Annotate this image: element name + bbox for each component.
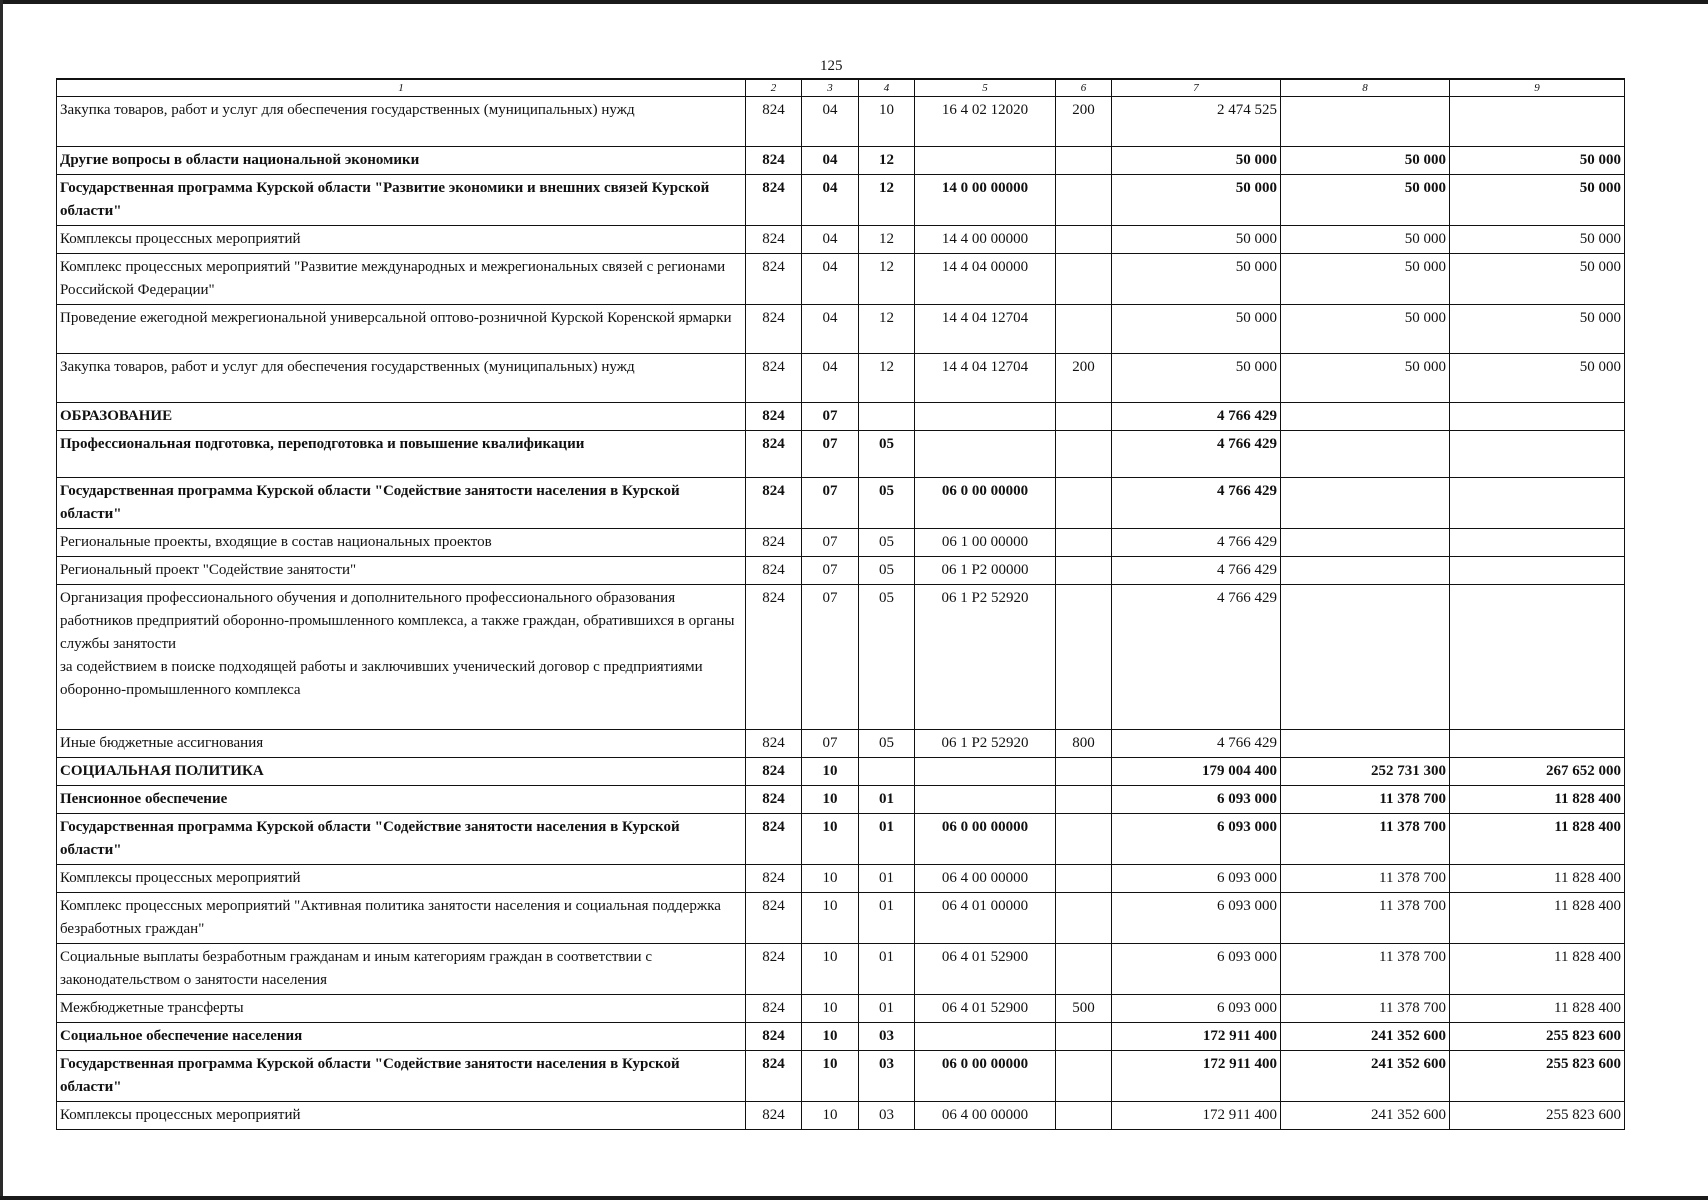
section-code-cell: 07 xyxy=(802,478,859,529)
target-article-cell: 06 0 00 00000 xyxy=(915,478,1056,529)
expense-type-cell xyxy=(1056,814,1112,865)
target-article-cell xyxy=(915,403,1056,431)
amount-year1-cell: 6 093 000 xyxy=(1112,865,1281,893)
amount-year2-cell: 241 352 600 xyxy=(1281,1051,1450,1102)
amount-year3-cell: 50 000 xyxy=(1450,147,1625,175)
subsection-code-cell: 05 xyxy=(859,557,915,585)
expense-type-cell xyxy=(1056,175,1112,226)
amount-year2-cell: 241 352 600 xyxy=(1281,1023,1450,1051)
subsection-code-cell xyxy=(859,758,915,786)
expense-type-cell xyxy=(1056,893,1112,944)
chapter-code-cell: 824 xyxy=(746,478,802,529)
section-code-cell: 10 xyxy=(802,944,859,995)
table-row xyxy=(57,175,1625,226)
amount-year1-cell: 50 000 xyxy=(1112,226,1281,254)
amount-year1-cell: 50 000 xyxy=(1112,305,1281,354)
amount-year1-cell: 50 000 xyxy=(1112,254,1281,305)
section-code-cell: 10 xyxy=(802,758,859,786)
expense-type-cell: 200 xyxy=(1056,354,1112,403)
chapter-code-cell: 824 xyxy=(746,557,802,585)
target-article-cell xyxy=(915,431,1056,478)
amount-year2-cell xyxy=(1281,730,1450,758)
amount-year3-cell: 255 823 600 xyxy=(1450,1051,1625,1102)
subsection-code-cell: 01 xyxy=(859,995,915,1023)
expense-type-cell xyxy=(1056,431,1112,478)
target-article-cell: 06 1 P2 00000 xyxy=(915,557,1056,585)
amount-year1-cell: 50 000 xyxy=(1112,175,1281,226)
amount-year2-cell: 50 000 xyxy=(1281,305,1450,354)
header-cell: 7 xyxy=(1112,79,1281,97)
amount-year1-cell: 179 004 400 xyxy=(1112,758,1281,786)
section-code-cell: 10 xyxy=(802,995,859,1023)
target-article-cell: 14 0 00 00000 xyxy=(915,175,1056,226)
section-code-cell: 07 xyxy=(802,585,859,730)
row-name-cell: Комплексы процессных мероприятий xyxy=(57,865,746,893)
scan-edge-left xyxy=(0,0,3,1200)
section-code-cell: 04 xyxy=(802,354,859,403)
section-code-cell: 07 xyxy=(802,529,859,557)
amount-year2-cell xyxy=(1281,431,1450,478)
amount-year2-cell: 50 000 xyxy=(1281,354,1450,403)
table-row xyxy=(57,431,1625,478)
amount-year2-cell: 252 731 300 xyxy=(1281,758,1450,786)
row-name-cell: Комплекс процессных мероприятий "Активная политика занятости населения и социальная поддержка безработных граждан" xyxy=(57,893,746,944)
table-row xyxy=(57,1051,1625,1102)
row-name-cell: Комплексы процессных мероприятий xyxy=(57,1102,746,1130)
amount-year1-cell: 6 093 000 xyxy=(1112,995,1281,1023)
table-row xyxy=(57,1102,1625,1130)
subsection-code-cell: 05 xyxy=(859,585,915,730)
chapter-code-cell: 824 xyxy=(746,995,802,1023)
amount-year3-cell: 11 828 400 xyxy=(1450,786,1625,814)
target-article-cell: 14 4 00 00000 xyxy=(915,226,1056,254)
amount-year3-cell: 255 823 600 xyxy=(1450,1023,1625,1051)
amount-year2-cell xyxy=(1281,557,1450,585)
table-row xyxy=(57,226,1625,254)
chapter-code-cell: 824 xyxy=(746,758,802,786)
chapter-code-cell: 824 xyxy=(746,97,802,147)
expense-type-cell xyxy=(1056,226,1112,254)
section-code-cell: 07 xyxy=(802,730,859,758)
header-cell: 9 xyxy=(1450,79,1625,97)
amount-year3-cell xyxy=(1450,730,1625,758)
amount-year3-cell: 50 000 xyxy=(1450,354,1625,403)
section-code-cell: 10 xyxy=(802,814,859,865)
table-row xyxy=(57,1023,1625,1051)
amount-year1-cell: 4 766 429 xyxy=(1112,478,1281,529)
table-row xyxy=(57,786,1625,814)
target-article-cell: 06 4 01 00000 xyxy=(915,893,1056,944)
amount-year2-cell xyxy=(1281,97,1450,147)
subsection-code-cell: 12 xyxy=(859,354,915,403)
chapter-code-cell: 824 xyxy=(746,403,802,431)
chapter-code-cell: 824 xyxy=(746,254,802,305)
chapter-code-cell: 824 xyxy=(746,1051,802,1102)
page-number: 125 xyxy=(820,58,843,74)
amount-year1-cell: 4 766 429 xyxy=(1112,403,1281,431)
amount-year3-cell: 11 828 400 xyxy=(1450,995,1625,1023)
amount-year1-cell: 172 911 400 xyxy=(1112,1051,1281,1102)
chapter-code-cell: 824 xyxy=(746,147,802,175)
amount-year3-cell xyxy=(1450,97,1625,147)
row-name-cell: Государственная программа Курской области "Содействие занятости населения в Курской области" xyxy=(57,1051,746,1102)
chapter-code-cell: 824 xyxy=(746,1102,802,1130)
amount-year2-cell: 50 000 xyxy=(1281,175,1450,226)
amount-year3-cell: 11 828 400 xyxy=(1450,865,1625,893)
amount-year1-cell: 6 093 000 xyxy=(1112,814,1281,865)
amount-year2-cell: 50 000 xyxy=(1281,254,1450,305)
amount-year3-cell xyxy=(1450,431,1625,478)
table-row xyxy=(57,893,1625,944)
chapter-code-cell: 824 xyxy=(746,305,802,354)
target-article-cell xyxy=(915,147,1056,175)
amount-year3-cell: 50 000 xyxy=(1450,254,1625,305)
amount-year1-cell: 4 766 429 xyxy=(1112,557,1281,585)
header-cell: 5 xyxy=(915,79,1056,97)
subsection-code-cell: 12 xyxy=(859,175,915,226)
row-name-cell: Проведение ежегодной межрегиональной универсальной оптово-розничной Курской Коренской ярмарки xyxy=(57,305,746,354)
section-code-cell: 10 xyxy=(802,1102,859,1130)
chapter-code-cell: 824 xyxy=(746,354,802,403)
table-row xyxy=(57,758,1625,786)
target-article-cell: 06 0 00 00000 xyxy=(915,1051,1056,1102)
row-name-cell: Комплекс процессных мероприятий "Развитие международных и межрегиональных связей с регионами Российской Федерации" xyxy=(57,254,746,305)
subsection-code-cell: 10 xyxy=(859,97,915,147)
target-article-cell: 06 4 01 52900 xyxy=(915,944,1056,995)
target-article-cell: 06 1 00 00000 xyxy=(915,529,1056,557)
amount-year3-cell: 50 000 xyxy=(1450,226,1625,254)
amount-year1-cell: 4 766 429 xyxy=(1112,730,1281,758)
target-article-cell: 06 1 P2 52920 xyxy=(915,585,1056,730)
target-article-cell xyxy=(915,758,1056,786)
section-code-cell: 04 xyxy=(802,175,859,226)
amount-year1-cell: 4 766 429 xyxy=(1112,431,1281,478)
row-name-cell: Государственная программа Курской области "Содействие занятости населения в Курской области" xyxy=(57,478,746,529)
amount-year1-cell: 6 093 000 xyxy=(1112,786,1281,814)
amount-year3-cell xyxy=(1450,403,1625,431)
section-code-cell: 07 xyxy=(802,557,859,585)
amount-year1-cell: 50 000 xyxy=(1112,354,1281,403)
amount-year2-cell: 11 378 700 xyxy=(1281,944,1450,995)
chapter-code-cell: 824 xyxy=(746,529,802,557)
amount-year3-cell: 50 000 xyxy=(1450,175,1625,226)
table-row xyxy=(57,354,1625,403)
amount-year2-cell: 50 000 xyxy=(1281,147,1450,175)
amount-year3-cell: 255 823 600 xyxy=(1450,1102,1625,1130)
amount-year3-cell: 11 828 400 xyxy=(1450,893,1625,944)
subsection-code-cell: 12 xyxy=(859,254,915,305)
chapter-code-cell: 824 xyxy=(746,175,802,226)
section-code-cell: 10 xyxy=(802,893,859,944)
table-row xyxy=(57,557,1625,585)
subsection-code-cell xyxy=(859,403,915,431)
row-name-cell: Иные бюджетные ассигнования xyxy=(57,730,746,758)
section-code-cell: 10 xyxy=(802,865,859,893)
amount-year1-cell: 4 766 429 xyxy=(1112,585,1281,730)
chapter-code-cell: 824 xyxy=(746,786,802,814)
amount-year2-cell: 50 000 xyxy=(1281,226,1450,254)
table-row xyxy=(57,814,1625,865)
header-cell: 8 xyxy=(1281,79,1450,97)
row-name-cell: Социальное обеспечение населения xyxy=(57,1023,746,1051)
row-name-cell: Закупка товаров, работ и услуг для обеспечения государственных (муниципальных) нужд xyxy=(57,97,746,147)
amount-year2-cell: 11 378 700 xyxy=(1281,995,1450,1023)
amount-year1-cell: 6 093 000 xyxy=(1112,893,1281,944)
amount-year3-cell: 50 000 xyxy=(1450,305,1625,354)
subsection-code-cell: 01 xyxy=(859,865,915,893)
target-article-cell: 14 4 04 12704 xyxy=(915,305,1056,354)
subsection-code-cell: 05 xyxy=(859,730,915,758)
row-name-cell: Профессиональная подготовка, переподготовка и повышение квалификации xyxy=(57,431,746,478)
target-article-cell: 06 1 P2 52920 xyxy=(915,730,1056,758)
target-article-cell xyxy=(915,786,1056,814)
chapter-code-cell: 824 xyxy=(746,893,802,944)
expense-type-cell xyxy=(1056,529,1112,557)
chapter-code-cell: 824 xyxy=(746,814,802,865)
amount-year3-cell: 11 828 400 xyxy=(1450,814,1625,865)
section-code-cell: 10 xyxy=(802,1051,859,1102)
row-name-cell: Региональные проекты, входящие в состав национальных проектов xyxy=(57,529,746,557)
target-article-cell: 06 4 01 52900 xyxy=(915,995,1056,1023)
amount-year1-cell: 4 766 429 xyxy=(1112,529,1281,557)
row-name-cell: Комплексы процессных мероприятий xyxy=(57,226,746,254)
table-row xyxy=(57,730,1625,758)
row-name-cell: Региональный проект "Содействие занятости" xyxy=(57,557,746,585)
amount-year2-cell xyxy=(1281,529,1450,557)
amount-year2-cell xyxy=(1281,478,1450,529)
amount-year1-cell: 172 911 400 xyxy=(1112,1102,1281,1130)
section-code-cell: 04 xyxy=(802,226,859,254)
row-name-cell: СОЦИАЛЬНАЯ ПОЛИТИКА xyxy=(57,758,746,786)
target-article-cell: 06 0 00 00000 xyxy=(915,814,1056,865)
table-body xyxy=(57,79,1625,1130)
expense-type-cell xyxy=(1056,786,1112,814)
section-code-cell: 07 xyxy=(802,431,859,478)
table-row xyxy=(57,403,1625,431)
subsection-code-cell: 01 xyxy=(859,944,915,995)
expense-type-cell xyxy=(1056,403,1112,431)
amount-year1-cell: 50 000 xyxy=(1112,147,1281,175)
row-name-cell: Организация профессионального обучения и дополнительного профессионального образования работников предприятий оборонно-промышленного комплекса, а также граждан, обратившихся в органы службы занятости за содействием в поиске подходящей работы и заключивших ученический договор с предприятиями оборонно-промышленного комплекса xyxy=(57,585,746,730)
amount-year3-cell: 11 828 400 xyxy=(1450,944,1625,995)
subsection-code-cell: 12 xyxy=(859,305,915,354)
amount-year2-cell: 11 378 700 xyxy=(1281,893,1450,944)
header-cell: 4 xyxy=(859,79,915,97)
table-row xyxy=(57,305,1625,354)
row-name-cell: Другие вопросы в области национальной экономики xyxy=(57,147,746,175)
expense-type-cell xyxy=(1056,478,1112,529)
table-row xyxy=(57,529,1625,557)
expense-type-cell xyxy=(1056,944,1112,995)
amount-year3-cell xyxy=(1450,557,1625,585)
subsection-code-cell: 12 xyxy=(859,147,915,175)
subsection-code-cell: 05 xyxy=(859,529,915,557)
amount-year2-cell: 11 378 700 xyxy=(1281,786,1450,814)
expense-type-cell xyxy=(1056,865,1112,893)
section-code-cell: 10 xyxy=(802,1023,859,1051)
expense-type-cell xyxy=(1056,1051,1112,1102)
target-article-cell: 06 4 00 00000 xyxy=(915,865,1056,893)
header-cell: 2 xyxy=(746,79,802,97)
amount-year3-cell xyxy=(1450,478,1625,529)
subsection-code-cell: 03 xyxy=(859,1051,915,1102)
expense-type-cell xyxy=(1056,254,1112,305)
section-code-cell: 04 xyxy=(802,254,859,305)
target-article-cell: 14 4 04 00000 xyxy=(915,254,1056,305)
expense-type-cell xyxy=(1056,305,1112,354)
row-name-cell: Государственная программа Курской области "Содействие занятости населения в Курской области" xyxy=(57,814,746,865)
amount-year1-cell: 2 474 525 xyxy=(1112,97,1281,147)
scan-edge-bottom xyxy=(0,1196,1708,1200)
table-row xyxy=(57,585,1625,730)
row-name-cell: Пенсионное обеспечение xyxy=(57,786,746,814)
chapter-code-cell: 824 xyxy=(746,1023,802,1051)
table-row xyxy=(57,147,1625,175)
subsection-code-cell: 12 xyxy=(859,226,915,254)
table-row xyxy=(57,478,1625,529)
expense-type-cell: 200 xyxy=(1056,97,1112,147)
subsection-code-cell: 05 xyxy=(859,478,915,529)
header-cell: 1 xyxy=(57,79,746,97)
chapter-code-cell: 824 xyxy=(746,730,802,758)
table-row xyxy=(57,254,1625,305)
chapter-code-cell: 824 xyxy=(746,585,802,730)
expense-type-cell xyxy=(1056,758,1112,786)
amount-year3-cell xyxy=(1450,529,1625,557)
expense-type-cell xyxy=(1056,147,1112,175)
section-code-cell: 04 xyxy=(802,305,859,354)
chapter-code-cell: 824 xyxy=(746,865,802,893)
target-article-cell: 06 4 00 00000 xyxy=(915,1102,1056,1130)
row-name-cell: Социальные выплаты безработным гражданам и иным категориям граждан в соответствии с законодательством о занятости населения xyxy=(57,944,746,995)
table-row xyxy=(57,865,1625,893)
expense-type-cell xyxy=(1056,585,1112,730)
scan-edge-top xyxy=(0,0,1708,4)
column-number-header-row xyxy=(57,79,1625,97)
amount-year3-cell: 267 652 000 xyxy=(1450,758,1625,786)
amount-year2-cell: 11 378 700 xyxy=(1281,814,1450,865)
header-cell: 6 xyxy=(1056,79,1112,97)
row-name-cell: ОБРАЗОВАНИЕ xyxy=(57,403,746,431)
expense-type-cell: 500 xyxy=(1056,995,1112,1023)
section-code-cell: 10 xyxy=(802,786,859,814)
subsection-code-cell: 03 xyxy=(859,1023,915,1051)
amount-year2-cell: 11 378 700 xyxy=(1281,865,1450,893)
chapter-code-cell: 824 xyxy=(746,431,802,478)
target-article-cell: 16 4 02 12020 xyxy=(915,97,1056,147)
chapter-code-cell: 824 xyxy=(746,226,802,254)
header-cell: 3 xyxy=(802,79,859,97)
table-row xyxy=(57,944,1625,995)
amount-year3-cell xyxy=(1450,585,1625,730)
subsection-code-cell: 03 xyxy=(859,1102,915,1130)
section-code-cell: 04 xyxy=(802,97,859,147)
section-code-cell: 07 xyxy=(802,403,859,431)
amount-year2-cell xyxy=(1281,403,1450,431)
expense-type-cell xyxy=(1056,1023,1112,1051)
expense-type-cell xyxy=(1056,557,1112,585)
budget-table xyxy=(56,78,1625,1130)
section-code-cell: 04 xyxy=(802,147,859,175)
expense-type-cell xyxy=(1056,1102,1112,1130)
subsection-code-cell: 01 xyxy=(859,814,915,865)
row-name-cell: Межбюджетные трансферты xyxy=(57,995,746,1023)
row-name-cell: Закупка товаров, работ и услуг для обеспечения государственных (муниципальных) нужд xyxy=(57,354,746,403)
expense-type-cell: 800 xyxy=(1056,730,1112,758)
row-name-cell: Государственная программа Курской области "Развитие экономики и внешних связей Курской области" xyxy=(57,175,746,226)
subsection-code-cell: 05 xyxy=(859,431,915,478)
chapter-code-cell: 824 xyxy=(746,944,802,995)
target-article-cell: 14 4 04 12704 xyxy=(915,354,1056,403)
table-row xyxy=(57,995,1625,1023)
subsection-code-cell: 01 xyxy=(859,786,915,814)
target-article-cell xyxy=(915,1023,1056,1051)
amount-year2-cell: 241 352 600 xyxy=(1281,1102,1450,1130)
amount-year2-cell xyxy=(1281,585,1450,730)
subsection-code-cell: 01 xyxy=(859,893,915,944)
amount-year1-cell: 6 093 000 xyxy=(1112,944,1281,995)
amount-year1-cell: 172 911 400 xyxy=(1112,1023,1281,1051)
table-row xyxy=(57,97,1625,147)
